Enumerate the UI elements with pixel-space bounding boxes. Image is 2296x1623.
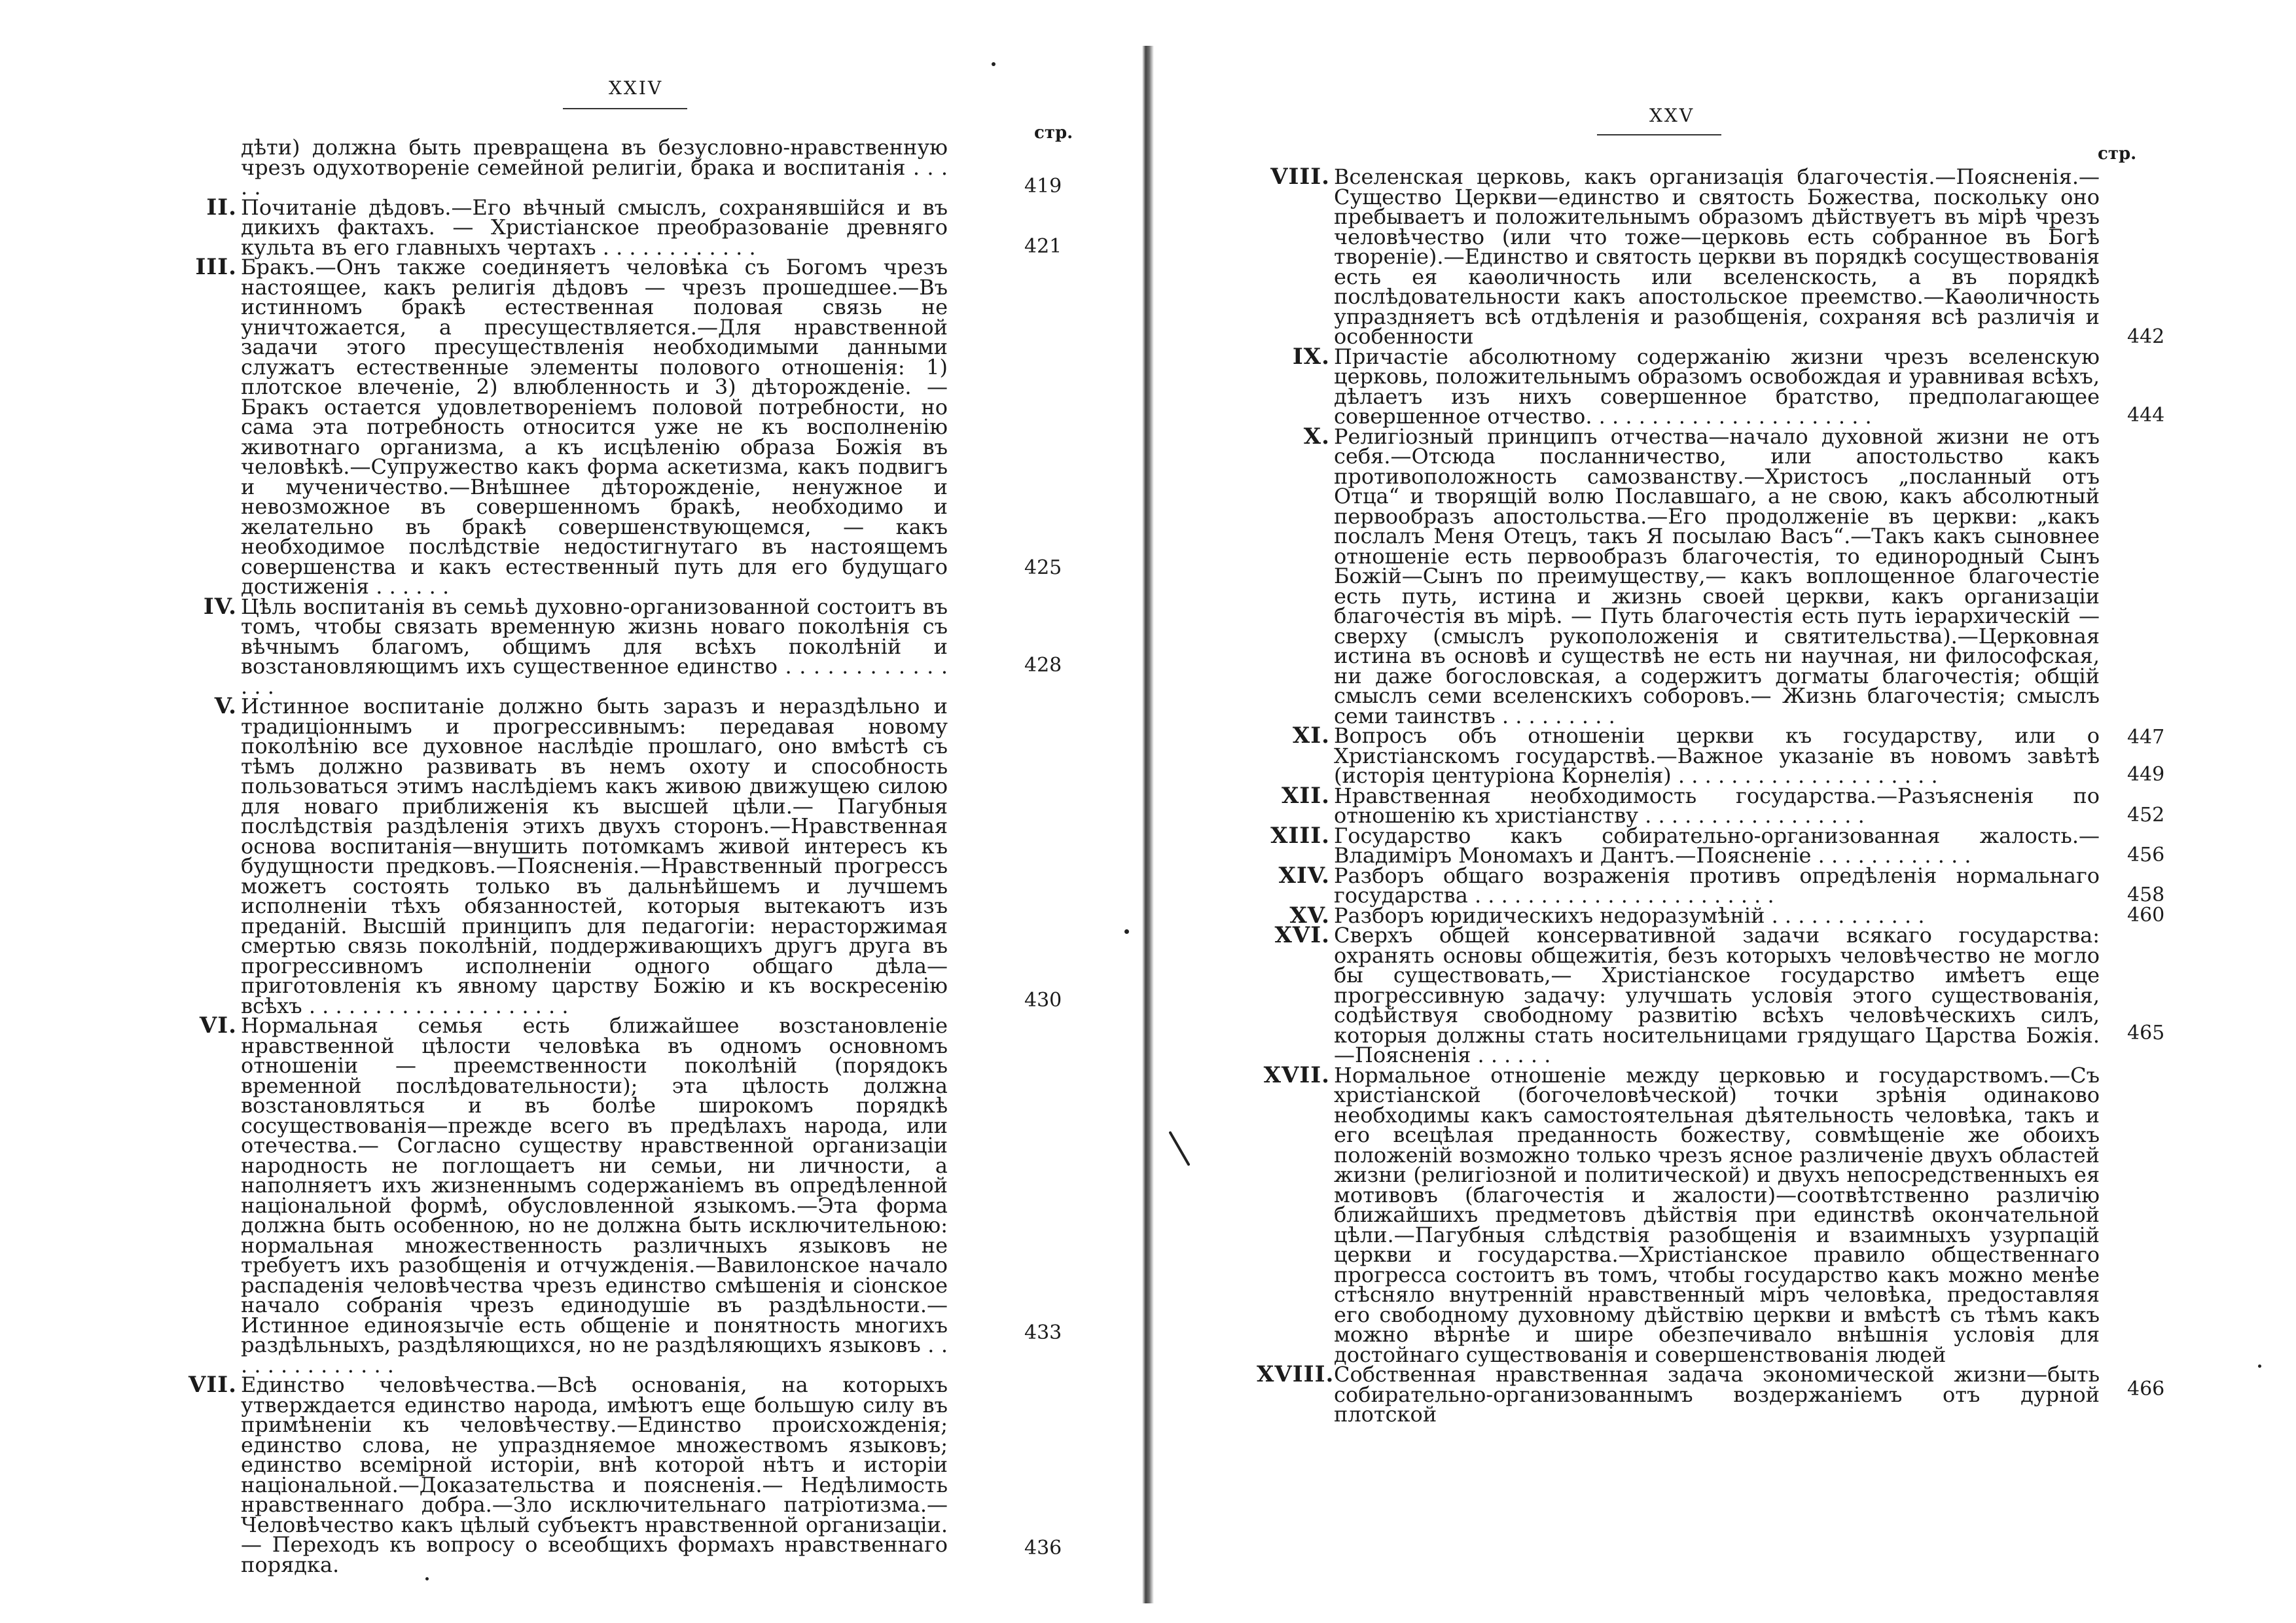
entry-page: 452 xyxy=(2127,803,2165,827)
entry-number: IV. xyxy=(203,593,237,620)
entry-page: 442 xyxy=(2127,325,2165,348)
entry-number: II. xyxy=(206,194,237,221)
toc-entry xyxy=(1257,862,2165,908)
right-page xyxy=(1257,0,2165,1623)
entry-number: IX. xyxy=(1292,343,1330,370)
entry-number: X. xyxy=(1303,423,1330,450)
left-page xyxy=(164,0,1080,1623)
binding-gutter xyxy=(1142,46,1154,1603)
toc-entries xyxy=(164,135,1062,1577)
entry-text: Нормальная семья есть ближайшее возстановленіе нравственной цѣлости человѣка въ одномъ основномъ отношеніи — преемственности поколѣній (порядокъ временной послѣдовательности); эта цѣлость должна возстановляться и въ болѣе широкомъ порядкѣ сосуществованія—прежде всего въ предѣлахъ народа, или отечества.— Согласно существу нравственной организаціи народность не поглощаетъ ни семьи, ни личности, а наполняетъ ихъ жизненнымъ содержаніемъ въ опредѣленной національной формѣ, обусловленной языкомъ.—Эта форма должна быть особенною, но не должна быть исключительною: нормальная множественность различныхъ языковъ не требуетъ ихъ разобщенія и отчужденія.—Вавилонское начало распаденія человѣчества чрезъ единство смѣшенія и сіонское начало собранія чрезъ единодушіе въ раздѣльности.—Истинное единоязычіе есть общеніе и понятность многихъ раздѣльныхъ, раздѣляющихся, но не раздѣляющихъ языковъ . . . . . . . . . . . . . . xyxy=(241,1013,948,1378)
entry-page: 430 xyxy=(1024,989,1062,1012)
page-folio: XXV xyxy=(1649,105,1695,126)
entry-page: 419 xyxy=(1024,175,1062,198)
entry-page: 456 xyxy=(2127,843,2165,866)
entry-text: Разборъ общаго возраженія противъ опредѣленія нормальнаго государства . . . . . . . . . . . . . . . . . . . . . . . xyxy=(1334,863,2100,908)
entry-number: III. xyxy=(195,254,237,280)
page-folio: XXIV xyxy=(609,77,664,99)
toc-entry xyxy=(164,1372,1062,1577)
entry-number: VIII. xyxy=(1270,164,1330,190)
entry-page: 466 xyxy=(2127,1377,2165,1400)
entry-text: Нравственная необходимость государства.—Разъясненія по отношенію къ христіанству . . . . . . . . . . . . . . . . . xyxy=(1334,783,2100,828)
toc-entry xyxy=(164,593,1062,699)
toc-entry xyxy=(164,194,1062,260)
entry-number: VII. xyxy=(188,1372,237,1398)
toc-entry xyxy=(1257,922,2165,1067)
entry-text: Нормальное отношеніе между церковью и государствомъ.—Съ христіанской (богочеловѣческой) точки зрѣнія одинаково необходимы какъ самостоятельная дѣятельность человѣка, такъ и его всецѣлая преданность божеству, совмѣщеніе же обоихъ положеній возможно только чрезъ ясное различеніе двухъ областей жизни (религіозной и политической) и двухъ непосредственныхъ ея мотивовъ (благочестія и жалости)—соотвѣтственно различію ближайшихъ предметовъ дѣйствія при единствѣ окончательной цѣли.—Пагубныя слѣдствія разобщенія и взаимныхъ узурпацій церкви и государства.—Христіанское правило общественнаго прогресса состоитъ въ томъ, чтобы государство какъ можно менѣе стѣсняло внутренній нравственный міръ человѣка, предоставляя его свободному духовному дѣйствію церкви и вмѣстѣ съ тѣмъ какъ можно вѣрнѣе и шире обезпечивало внѣшнія условія для достойнаго существованія и совершенствованія людей xyxy=(1334,1062,2100,1367)
print-speck xyxy=(2258,1364,2261,1368)
toc-entry xyxy=(164,254,1062,599)
entry-number: XIV. xyxy=(1278,862,1330,889)
entry-text: Вселенская церковь, какъ организація благочестія.—Поясненія.— Существо Церкви—единство и святость Божества, поскольку оно пребываетъ и положительнымъ образомъ дѣйствуетъ въ мірѣ чрезъ человѣчество (или что тоже—церковь есть собранное въ Богѣ твореніе).—Единство и святость церкви въ порядкѣ сосуществованія есть ея каѳоличность или вселенскость, а въ порядкѣ послѣдовательности какъ апостольское преемство.—Каѳоличность упраздняетъ всѣ отдѣленія и разобщенія, сохраняя всѣ различія и особенности xyxy=(1334,164,2100,349)
toc-entry xyxy=(164,693,1062,1018)
entry-number: XVIII. xyxy=(1257,1361,1335,1387)
entry-number: XI. xyxy=(1292,722,1330,749)
entry-page: 428 xyxy=(1024,653,1062,677)
entry-page: 460 xyxy=(2127,903,2165,927)
entry-number: VI. xyxy=(199,1012,237,1039)
entry-number: XIII. xyxy=(1270,822,1330,849)
toc-entry xyxy=(164,135,1062,200)
folio-rule xyxy=(563,108,687,109)
toc-entry xyxy=(1257,164,2165,349)
print-speck xyxy=(1124,929,1129,934)
entry-page: 421 xyxy=(1024,234,1062,258)
entry-page: 465 xyxy=(2127,1022,2165,1044)
entry-text: Собственная нравственная задача экономической жизни—быть собирательно-организованнымъ воздержаніемъ отъ дурной плотской xyxy=(1334,1362,2100,1427)
entry-page: 433 xyxy=(1024,1321,1062,1344)
entry-text: Вопросъ объ отношеніи церкви къ государству, или о Христіанскомъ государствѣ.—Важное указаніе въ новомъ завѣтѣ (исторія центуріона Корнелія) . . . . . . . . . . . . . . . . . . . . xyxy=(1334,723,2100,788)
entry-text: Причастіе абсолютному содержанію жизни чрезъ вселенскую церковь, положительнымъ образомъ освобождая и уравнивая всѣхъ, дѣлаетъ изъ нихъ совершенное братство, предполагающее совершенное отчество. . . . . . . . . . . . . . . . . . . . . . xyxy=(1334,344,2100,429)
entry-page: 447 xyxy=(2127,725,2165,749)
entry-text: Истинное воспитаніе должно быть заразъ и нераздѣльно и традиціоннымъ и прогрессивнымъ: передавая новому поколѣнію все духовное наслѣдіе прошлаго, оно вмѣстѣ съ тѣмъ должно развивать въ немъ охоту и способность пользоваться этимъ наслѣдіемъ какъ живою движущею силою для новаго приближенія къ высшей цѣли.— Пагубныя послѣдствія раздѣленія этихъ двухъ сторонъ.—Нравственная основа воспитанія—внушить потомкамъ живой интересъ къ будущности предковъ.—Поясненія.—Нравственный прогрессъ можетъ состоять только въ дальнѣйшемъ и лучшемъ исполненіи тѣхъ обязанностей, которыя вытекаютъ изъ преданій. Высшій принципъ для педагогіи: нерасторжимая смертью связь поколѣній, поддерживающихъ другъ друга въ прогрессивномъ исполненіи одного общаго дѣла—приготовленія къ явному царству Божію и къ воскресенію всѣхъ . . . . . . . . . . . . . . . . . . . . xyxy=(241,694,948,1018)
entry-text: Бракъ.—Онъ также соединяетъ человѣка съ Богомъ чрезъ настоящее, какъ религія дѣдовъ — чрезъ прошедшее.—Въ истинномъ бракѣ естественная половая связь не уничтожается, а пресуществляется.—Для нравственной задачи этого пресуществленія необходимыми данными служатъ естественные элементы полового отношенія: 1) плотское влеченіе, 2) влюбленность и 3) дѣторожденіе. — Бракъ остается удовлетвореніемъ половой потребности, но сама эта потребность относится уже не къ восполненію животнаго организма, а къ исцѣленію образа Божія въ человѣкѣ.—Супружество какъ форма аскетизма, какъ подвигъ и мученичество.—Внѣшнее дѣторожденіе, ненужное и невозможное въ совершенномъ бракѣ, необходимо и желательно въ бракѣ совершенствующемся, — какъ необходимое послѣдствіе недостигнутаго въ настоящемъ совершенства и какъ естественный путь для его будущаго достиженія . . . . . . xyxy=(241,255,948,599)
entry-text: Цѣль воспитанія въ семьѣ духовно-организованной состоитъ въ томъ, чтобы связать временную жизнь новаго поколѣнія съ вѣчнымъ благомъ, общимъ для всѣхъ поколѣній и возстановляющимъ ихъ существенное единство . . . . . . . . . . . . . . . xyxy=(241,594,948,699)
entry-text: Государство какъ собирательно-организованная жалость.—Владиміръ Мономахъ и Дантъ.—Поясненіе . . . . . . . . . . . . xyxy=(1334,823,2100,868)
entry-number: XV. xyxy=(1289,902,1330,929)
entry-number: V. xyxy=(214,693,237,719)
toc-entry xyxy=(1257,782,2165,828)
page-column-label: стр. xyxy=(2098,144,2137,164)
entry-text: Сверхъ общей консервативной задачи всякаго государства: охранять основы общежитія, безъ которыхъ человѣчество не могло бы существовать,— Христіанское государство имѣетъ еще прогрессивную задачу: улучшать условія этого существованія, содѣйствуя свободному развитію всѣхъ человѣческихъ силъ, которыя должны стать носительницами грядущаго Царства Божія.—Поясненія . . . . . . xyxy=(1334,923,2100,1067)
entry-text: Религіозный принципъ отчества—начало духовной жизни не отъ себя.—Отсюда посланничество, или апостольство какъ противоположность самозванству.—Христосъ „посланный отъ Отца“ и творящій волю Пославшаго, а не свою, какъ абсолютный первообразъ апостольства.—Его продолженіе въ церкви: „какъ послалъ Меня Отецъ, такъ Я посылаю Васъ“.—Такъ какъ сыновнее отношеніе есть первообразъ благочестія, то единородный Сынъ Божій—Сынъ по преимуществу,— какъ воплощенное благочестіе есть путь, истина и жизнь своей церкви, какъ организаціи благочестія въ мірѣ. — Путь благочестія есть путь іерархическій — сверху (смыслъ рукоположенія и святительства).—Церковная истина въ основѣ и существѣ не есть ни научная, ни философская, ни даже богословская, а содержитъ догматы благочестія; общій смыслъ семи вселенскихъ соборовъ.— Жизнь благочестія; смыслъ семи таинствъ . . . . . . . . . xyxy=(1334,423,2100,728)
entry-page: 436 xyxy=(1024,1537,1062,1560)
entry-number: XII. xyxy=(1281,782,1330,809)
entry-text: дѣти) должна быть превращена въ безусловно-нравственную чрезъ одухотвореніе семейной религіи, брака и воспитанія . . . . . xyxy=(241,135,948,200)
toc-entry xyxy=(1257,343,2165,429)
entry-page: 458 xyxy=(2127,883,2165,906)
entry-text: Почитаніе дѣдовъ.—Его вѣчный смыслъ, сохранявшійся и въ дикихъ фактахъ. — Христіанское преобразованіе древняго культа въ его главныхъ чертахъ . . . . . . . . . . . . xyxy=(241,194,948,260)
folio-rule xyxy=(1597,134,1721,135)
toc-entry xyxy=(1257,1361,2100,1427)
entry-page: 444 xyxy=(2127,403,2165,427)
print-speck xyxy=(1168,1131,1190,1166)
entry-number: XVI. xyxy=(1274,922,1330,948)
toc-entry xyxy=(1257,822,2165,868)
toc-entries xyxy=(1257,164,2165,1427)
entry-number: XVII. xyxy=(1263,1061,1330,1088)
entry-text: Единство человѣчества.—Всѣ основанія, на которыхъ утверждается единство народа, имѣютъ еще большую силу въ примѣненіи къ человѣчеству.—Единство происхожденія; единство слова, не упраздняемое множествомъ языковъ; единство всемірной исторіи, внѣ которой нѣтъ и исторіи національной.—Доказательства и поясненія.— Недѣлимость нравственнаго добра.—Зло исключительнаго патріотизма.—Человѣчество какъ цѣлый субъектъ нравственной организаціи.— Переходъ къ вопросу о всеобщихъ формахъ нравственнаго порядка. xyxy=(241,1372,948,1577)
entry-page: 449 xyxy=(2127,763,2165,786)
toc-entry xyxy=(164,1012,1062,1378)
entry-text: Разборъ юридическихъ недоразумѣній . . . . . . . . . . . . xyxy=(1334,902,1925,928)
page-column-label: стр. xyxy=(1034,123,1073,143)
entry-page: 425 xyxy=(1024,556,1062,579)
